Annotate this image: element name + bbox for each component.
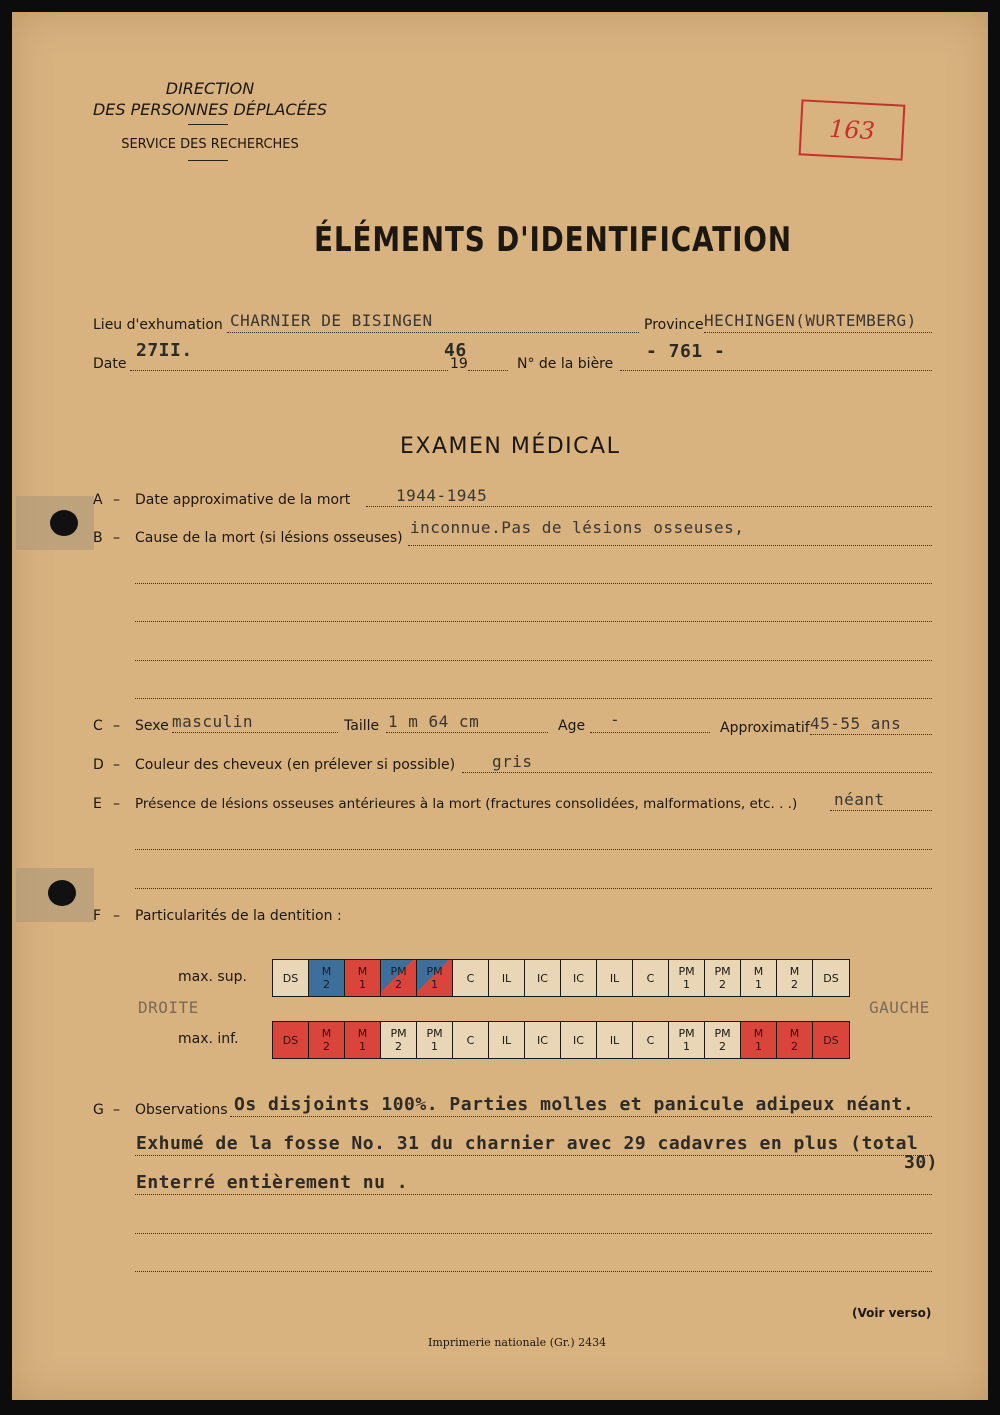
tooth-number: 2: [323, 978, 330, 991]
tooth-label: PM: [678, 965, 695, 978]
biere-label: N° de la bière: [517, 356, 614, 372]
punch-hole-top: [50, 510, 78, 536]
tooth-label: C: [646, 1033, 655, 1047]
section-c-dash: –: [113, 718, 120, 734]
year-value: 46: [444, 340, 467, 361]
upper-tooth-4: [381, 960, 417, 996]
lower-tooth-11: [633, 1022, 669, 1058]
approx-label: Approximatif: [720, 720, 810, 736]
lower-teeth-row: [272, 1021, 850, 1059]
tooth-number: 1: [755, 1040, 762, 1053]
upper-tooth-6: [453, 960, 489, 996]
observation-line-2-cont: 30): [904, 1152, 939, 1173]
lieu-dotline: [227, 332, 639, 333]
biere-dotline: [620, 370, 932, 371]
tooth-label: IC: [573, 1033, 584, 1047]
lower-tooth-14: [741, 1022, 777, 1058]
section-b-extra-line-1: [135, 583, 932, 584]
tooth-label: IC: [573, 971, 584, 985]
tooth-number: 1: [755, 978, 762, 991]
section-e-dotline: [830, 810, 932, 811]
lieu-label: Lieu d'exhumation: [93, 317, 223, 333]
punch-hole-bottom: [48, 880, 76, 906]
section-b-extra-line-4: [135, 698, 932, 699]
year-prefix: 19: [450, 356, 468, 372]
tooth-number: 2: [395, 978, 402, 991]
section-e-label: Présence de lésions osseuses antérieures à la mort (fractures consolidées, malformations, etc. . .): [135, 796, 798, 812]
tooth-label: PM: [390, 965, 407, 978]
tooth-label: IL: [609, 1033, 620, 1047]
tooth-label: PM: [426, 965, 443, 978]
section-a-dotline: [366, 506, 932, 507]
section-b-label: Cause de la mort (si lésions osseuses): [135, 530, 403, 546]
approx-value: 45-55 ans: [810, 714, 902, 733]
tooth-label: M: [321, 1027, 332, 1040]
tooth-label: M: [753, 1027, 764, 1040]
service-name: SERVICE DES RECHERCHES: [121, 137, 299, 152]
tooth-number: 1: [359, 978, 366, 991]
tooth-number: 2: [719, 978, 726, 991]
lower-tooth-6: [453, 1022, 489, 1058]
lower-tooth-16: [813, 1022, 849, 1058]
upper-tooth-5: [417, 960, 453, 996]
section-f-letter: F: [93, 908, 102, 924]
upper-tooth-2: [309, 960, 345, 996]
upper-tooth-13: [705, 960, 741, 996]
section-e-letter: E: [93, 796, 102, 812]
sexe-dotline: [172, 732, 338, 733]
tooth-label: M: [357, 965, 368, 978]
lieu-value: CHARNIER DE BISINGEN: [230, 311, 433, 330]
tooth-label: PM: [426, 1027, 443, 1040]
sexe-value: masculin: [172, 712, 254, 731]
lower-tooth-4: [381, 1022, 417, 1058]
upper-tooth-8: [525, 960, 561, 996]
taille-dotline: [386, 732, 548, 733]
section-a-letter: A: [93, 492, 103, 508]
upper-teeth-row: [272, 959, 850, 997]
tooth-label: M: [753, 965, 764, 978]
section-d-dotline: [462, 772, 932, 773]
province-label: Province: [644, 317, 704, 333]
observation-line-2: Exhumé de la fosse No. 31 du charnier avec 29 cadavres en plus (total: [136, 1133, 919, 1154]
section-g-dash: –: [113, 1102, 120, 1118]
tooth-label: DS: [282, 1033, 299, 1047]
voir-verso: (Voir verso): [852, 1306, 932, 1320]
province-dotline: [704, 332, 932, 333]
max-sup-label: max. sup.: [178, 969, 247, 985]
tooth-label: IL: [501, 971, 512, 985]
lower-tooth-13: [705, 1022, 741, 1058]
tooth-number: 2: [791, 978, 798, 991]
upper-tooth-7: [489, 960, 525, 996]
year-dotline: [468, 370, 508, 371]
tooth-label: M: [789, 965, 800, 978]
section-e-value: néant: [834, 790, 885, 809]
file-number-stamp: 163: [799, 99, 906, 160]
tooth-label: PM: [390, 1027, 407, 1040]
tooth-number: 2: [323, 1040, 330, 1053]
section-c-letter: C: [93, 718, 103, 734]
upper-tooth-1: [273, 960, 309, 996]
tooth-label: PM: [714, 965, 731, 978]
section-b-value: inconnue.Pas de lésions osseuses,: [410, 518, 745, 537]
upper-tooth-10: [597, 960, 633, 996]
section-f-label: Particularités de la dentition :: [135, 908, 342, 924]
observation-line-3: Enterré entièrement nu .: [136, 1172, 409, 1193]
section-a-dash: –: [113, 492, 120, 508]
tooth-label: IC: [537, 971, 548, 985]
upper-tooth-9: [561, 960, 597, 996]
upper-tooth-15: [777, 960, 813, 996]
section-e-dash: –: [113, 796, 120, 812]
lower-tooth-1: [273, 1022, 309, 1058]
org-line-1: DIRECTION: [165, 79, 255, 98]
lower-tooth-9: [561, 1022, 597, 1058]
tooth-label: IL: [501, 1033, 512, 1047]
section-d-letter: D: [93, 757, 104, 773]
tooth-label: PM: [714, 1027, 731, 1040]
tooth-label: M: [357, 1027, 368, 1040]
section-title: EXAMEN MÉDICAL: [400, 434, 621, 459]
section-b-extra-line-3: [135, 660, 932, 661]
gauche-label: GAUCHE: [869, 998, 930, 1017]
section-e-extra-line-2: [135, 888, 932, 889]
section-g-dotline-4: [135, 1233, 932, 1234]
tooth-number: 2: [719, 1040, 726, 1053]
lower-tooth-2: [309, 1022, 345, 1058]
tooth-label: DS: [823, 971, 839, 985]
date-dotline: [130, 370, 448, 371]
section-a-value: 1944-1945: [396, 486, 488, 505]
section-g-dotline-2: [135, 1155, 932, 1156]
date-label: Date: [93, 356, 127, 372]
tooth-label: M: [789, 1027, 800, 1040]
approx-dotline: [810, 734, 932, 735]
header-rule-1: [188, 124, 228, 125]
section-a-label: Date approximative de la mort: [135, 492, 351, 508]
tooth-number: 1: [431, 1040, 438, 1053]
tooth-number: 1: [359, 1040, 366, 1053]
header-rule-2: [188, 160, 228, 161]
section-d-dash: –: [113, 757, 120, 773]
age-label: Age: [558, 718, 586, 734]
tooth-label: C: [466, 1033, 475, 1047]
lower-tooth-7: [489, 1022, 525, 1058]
province-value: HECHINGEN(WURTEMBERG): [704, 311, 917, 330]
tooth-number: 1: [683, 1040, 690, 1053]
upper-tooth-12: [669, 960, 705, 996]
taille-value: 1 m 64 cm: [388, 712, 480, 731]
section-e-extra-line-1: [135, 849, 932, 850]
section-d-value: gris: [492, 752, 533, 771]
tooth-number: 1: [431, 978, 438, 991]
tooth-label: C: [646, 971, 655, 985]
tooth-label: M: [321, 965, 332, 978]
section-g-label: Observations: [135, 1102, 228, 1118]
tooth-number: 2: [791, 1040, 798, 1053]
tooth-label: IL: [609, 971, 620, 985]
section-b-letter: B: [93, 530, 103, 546]
upper-tooth-11: [633, 960, 669, 996]
section-g-letter: G: [93, 1102, 104, 1118]
section-b-dotline: [408, 545, 932, 546]
section-f-dash: –: [113, 908, 120, 924]
droite-label: DROITE: [138, 998, 199, 1017]
tooth-label: IC: [537, 1033, 548, 1047]
lower-tooth-8: [525, 1022, 561, 1058]
tooth-number: 1: [683, 978, 690, 991]
tooth-label: DS: [282, 971, 299, 985]
lower-tooth-5: [417, 1022, 453, 1058]
section-b-dash: –: [113, 530, 120, 546]
upper-tooth-16: [813, 960, 849, 996]
printer-imprint: Imprimerie nationale (Gr.) 2434: [428, 1336, 607, 1349]
section-d-label: Couleur des cheveux (en prélever si possible): [135, 757, 456, 773]
lower-tooth-3: [345, 1022, 381, 1058]
observation-line-1: Os disjoints 100%. Parties molles et panicule adipeux néant.: [234, 1094, 915, 1115]
age-value: -: [610, 710, 621, 729]
date-value: 27II.: [136, 340, 193, 361]
lower-tooth-10: [597, 1022, 633, 1058]
section-b-extra-line-2: [135, 621, 932, 622]
document-title: ÉLÉMENTS D'IDENTIFICATION: [314, 220, 792, 260]
max-inf-label: max. inf.: [178, 1031, 239, 1047]
lower-tooth-12: [669, 1022, 705, 1058]
age-dotline: [590, 732, 710, 733]
tooth-label: C: [466, 971, 475, 985]
tooth-number: 2: [395, 1040, 402, 1053]
org-line-2: DES PERSONNES DÉPLACÉES: [92, 100, 328, 119]
section-g-dotline-5: [135, 1271, 932, 1272]
upper-tooth-3: [345, 960, 381, 996]
sexe-label: Sexe: [135, 718, 169, 734]
upper-tooth-14: [741, 960, 777, 996]
tooth-label: DS: [823, 1033, 839, 1047]
section-g-dotline-3: [135, 1194, 932, 1195]
document-page: [12, 12, 988, 1400]
section-g-dotline-1: [230, 1116, 932, 1117]
lower-tooth-15: [777, 1022, 813, 1058]
taille-label: Taille: [344, 718, 380, 734]
biere-value: - 761 -: [646, 341, 726, 362]
tooth-label: PM: [678, 1027, 695, 1040]
